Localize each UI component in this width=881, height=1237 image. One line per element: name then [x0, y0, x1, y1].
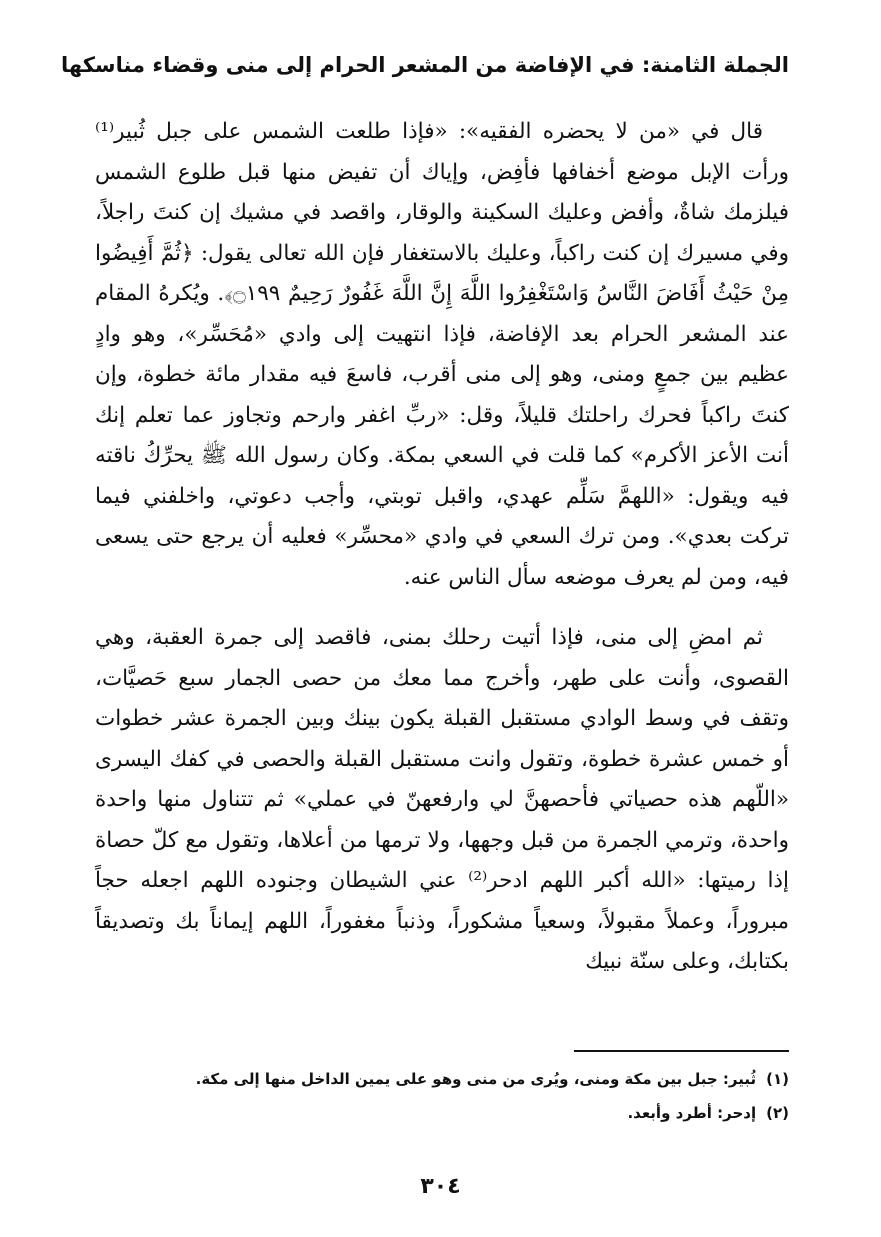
quran-verse: ﴿ثُمَّ أَفِيضُوا مِنْ حَيْثُ أَفَاضَ النَّاسُ وَاسْتَغْفِرُوا اللَّهَ إِنَّ اللَّهَ غَفُورٌ رَحِيمٌ ۝١٩٩﴾ [95, 240, 789, 306]
running-head: الجملة الثامنة: في الإفاضة من المشعر الحرام إلى منى وقضاء مناسكها [60, 53, 789, 77]
paragraph-1 [95, 112, 789, 598]
paragraph-2: ثم امضِ إلى منى، فإذا أتيت رحلك بمنى، فاقصد إلى جمرة العقبة، وهي القصوى، وأنت على طهر، وأخرج مما معك من حصى الجمار سبع حَصيَّات، وتقف في وسط الوادي مستقبل القبلة يكون بينك وبين الجمرة عشر خطوات أو خمس عشرة خطوة، وتقول وانت مستقبل القبلة والحصى في كفك اليسرى «اللّهم هذه حصياتي فأحصهنَّ لي وارفعهنّ في عملي» ثم تتناول منها واحدة واحدة، وترمي الجمرة من قبل وجهها، ولا ترمها من أعلاها، وتقول مع كلّ حصاة إذا رميتها: «الله أكبر اللهم ادحر⁽²⁾ عني الشيطان وجنوده اللهم اجعله حجاً مبروراً، وعملاً مقبولاً، وسعياً مشكوراً، وذنباً مغفوراً، اللهم إيماناً بك وتصديقاً بكتابك، وعلى سنّة نبيك [95, 625, 789, 974]
footnote-2-number: (٢) [766, 1104, 789, 1122]
footnote-1-number: (١) [766, 1070, 789, 1088]
footnote-2 [95, 1096, 789, 1130]
body-text [95, 112, 789, 983]
page-number: ٣٠٤ [420, 1174, 461, 1199]
footnotes [95, 1062, 789, 1130]
footnote-separator [574, 1050, 789, 1052]
paragraph-1-intro: قال في «من لا يحضره الفقيه»: «فإذا طلعت الشمس على جبل ثُبير⁽¹⁾ ورأت الإبل موضع أخفافها فأفِض، وإياك أن تفيض منها قبل طلوع الشمس فيلزمك شاةٌ، وأفض وعليك السكينة والوقار، واقصد في مشيك إن كنتَ راجلاً، وفي مسيرك إن كنت راكباً، وعليك بالاستغفار فإن الله تعالى يقول: [95, 119, 789, 266]
footnote-1-text: ثُبير: جبل بين مكة ومنى، ويُرى من منى وهو على يمين الداخل منها إلى مكة. [195, 1070, 757, 1088]
paragraph-1-continuation: . ويُكرهُ المقام عند المشعر الحرام بعد الإفاضة، فإذا انتهيت إلى وادي «مُحَسِّر»، وهو وادٍ عظيم بين جمعٍ ومنى، وهو إلى منى أقرب، فاسعَ فيه مقدار مائة خطوة، وإن كنتَ راكباً فحرك راحلتك قليلاً، وقل: «ربِّ اغفر وارحم وتجاوز عما تعلم إنك أنت الأعز الأكرم» كما قلت في السعي بمكة. وكان رسول الله ﷺ يحرِّكُ ناقته فيه ويقول: «اللهمَّ سَلِّم عهدي، واقبل توبتي، وأجب دعوتي، واخلفني فيما تركت بعدي». ومن ترك السعي في وادي «محسِّر» فعليه أن يرجع حتى يسعى فيه، ومن لم يعرف موضعه سأل الناس عنه. [95, 281, 789, 590]
footnote-1 [95, 1062, 789, 1096]
footnote-2-text: إدحر: أطرد وأبعد. [627, 1104, 757, 1122]
